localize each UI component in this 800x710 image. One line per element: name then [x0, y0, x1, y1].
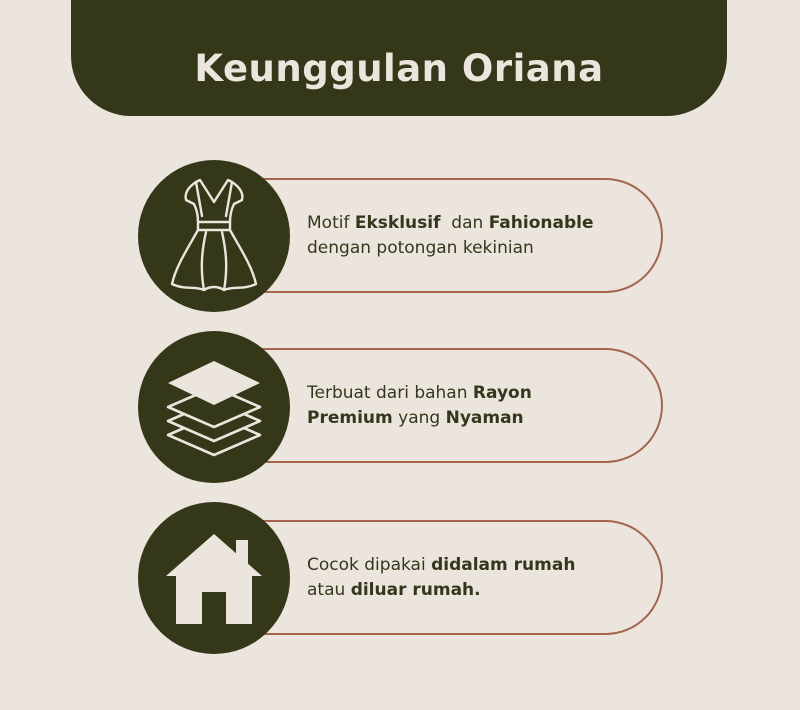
text-run-bold: diluar rumah.	[350, 579, 481, 600]
text-run: atau	[307, 579, 351, 600]
feature-text	[307, 381, 652, 431]
layers-icon	[138, 331, 290, 483]
text-run-bold: Fahionable	[488, 212, 594, 233]
text-run: Motif	[307, 212, 355, 233]
text-run: yang	[392, 407, 446, 428]
text-run-bold: Nyaman	[445, 407, 524, 428]
text-run: Cocok dipakai	[307, 554, 432, 575]
feature-text	[307, 211, 652, 261]
house-icon	[138, 502, 290, 654]
feature-line	[307, 236, 652, 261]
text-run-bold: didalam rumah	[431, 554, 576, 575]
text-run-bold: Rayon	[472, 382, 532, 403]
text-run: dan	[440, 212, 489, 233]
text-run: dengan potongan kekinian	[307, 237, 534, 258]
text-run: Terbuat dari bahan	[307, 382, 473, 403]
text-run-bold: Eksklusif	[354, 212, 441, 233]
feature-line	[307, 553, 652, 578]
text-run-bold: Premium	[307, 407, 393, 428]
dress-icon	[138, 160, 290, 312]
feature-line	[307, 406, 652, 431]
feature-text	[307, 553, 652, 603]
feature-line	[307, 211, 652, 236]
feature-line	[307, 381, 652, 406]
page-title: Keunggulan Oriana	[194, 46, 604, 90]
feature-line	[307, 578, 652, 603]
header-banner	[71, 0, 727, 116]
